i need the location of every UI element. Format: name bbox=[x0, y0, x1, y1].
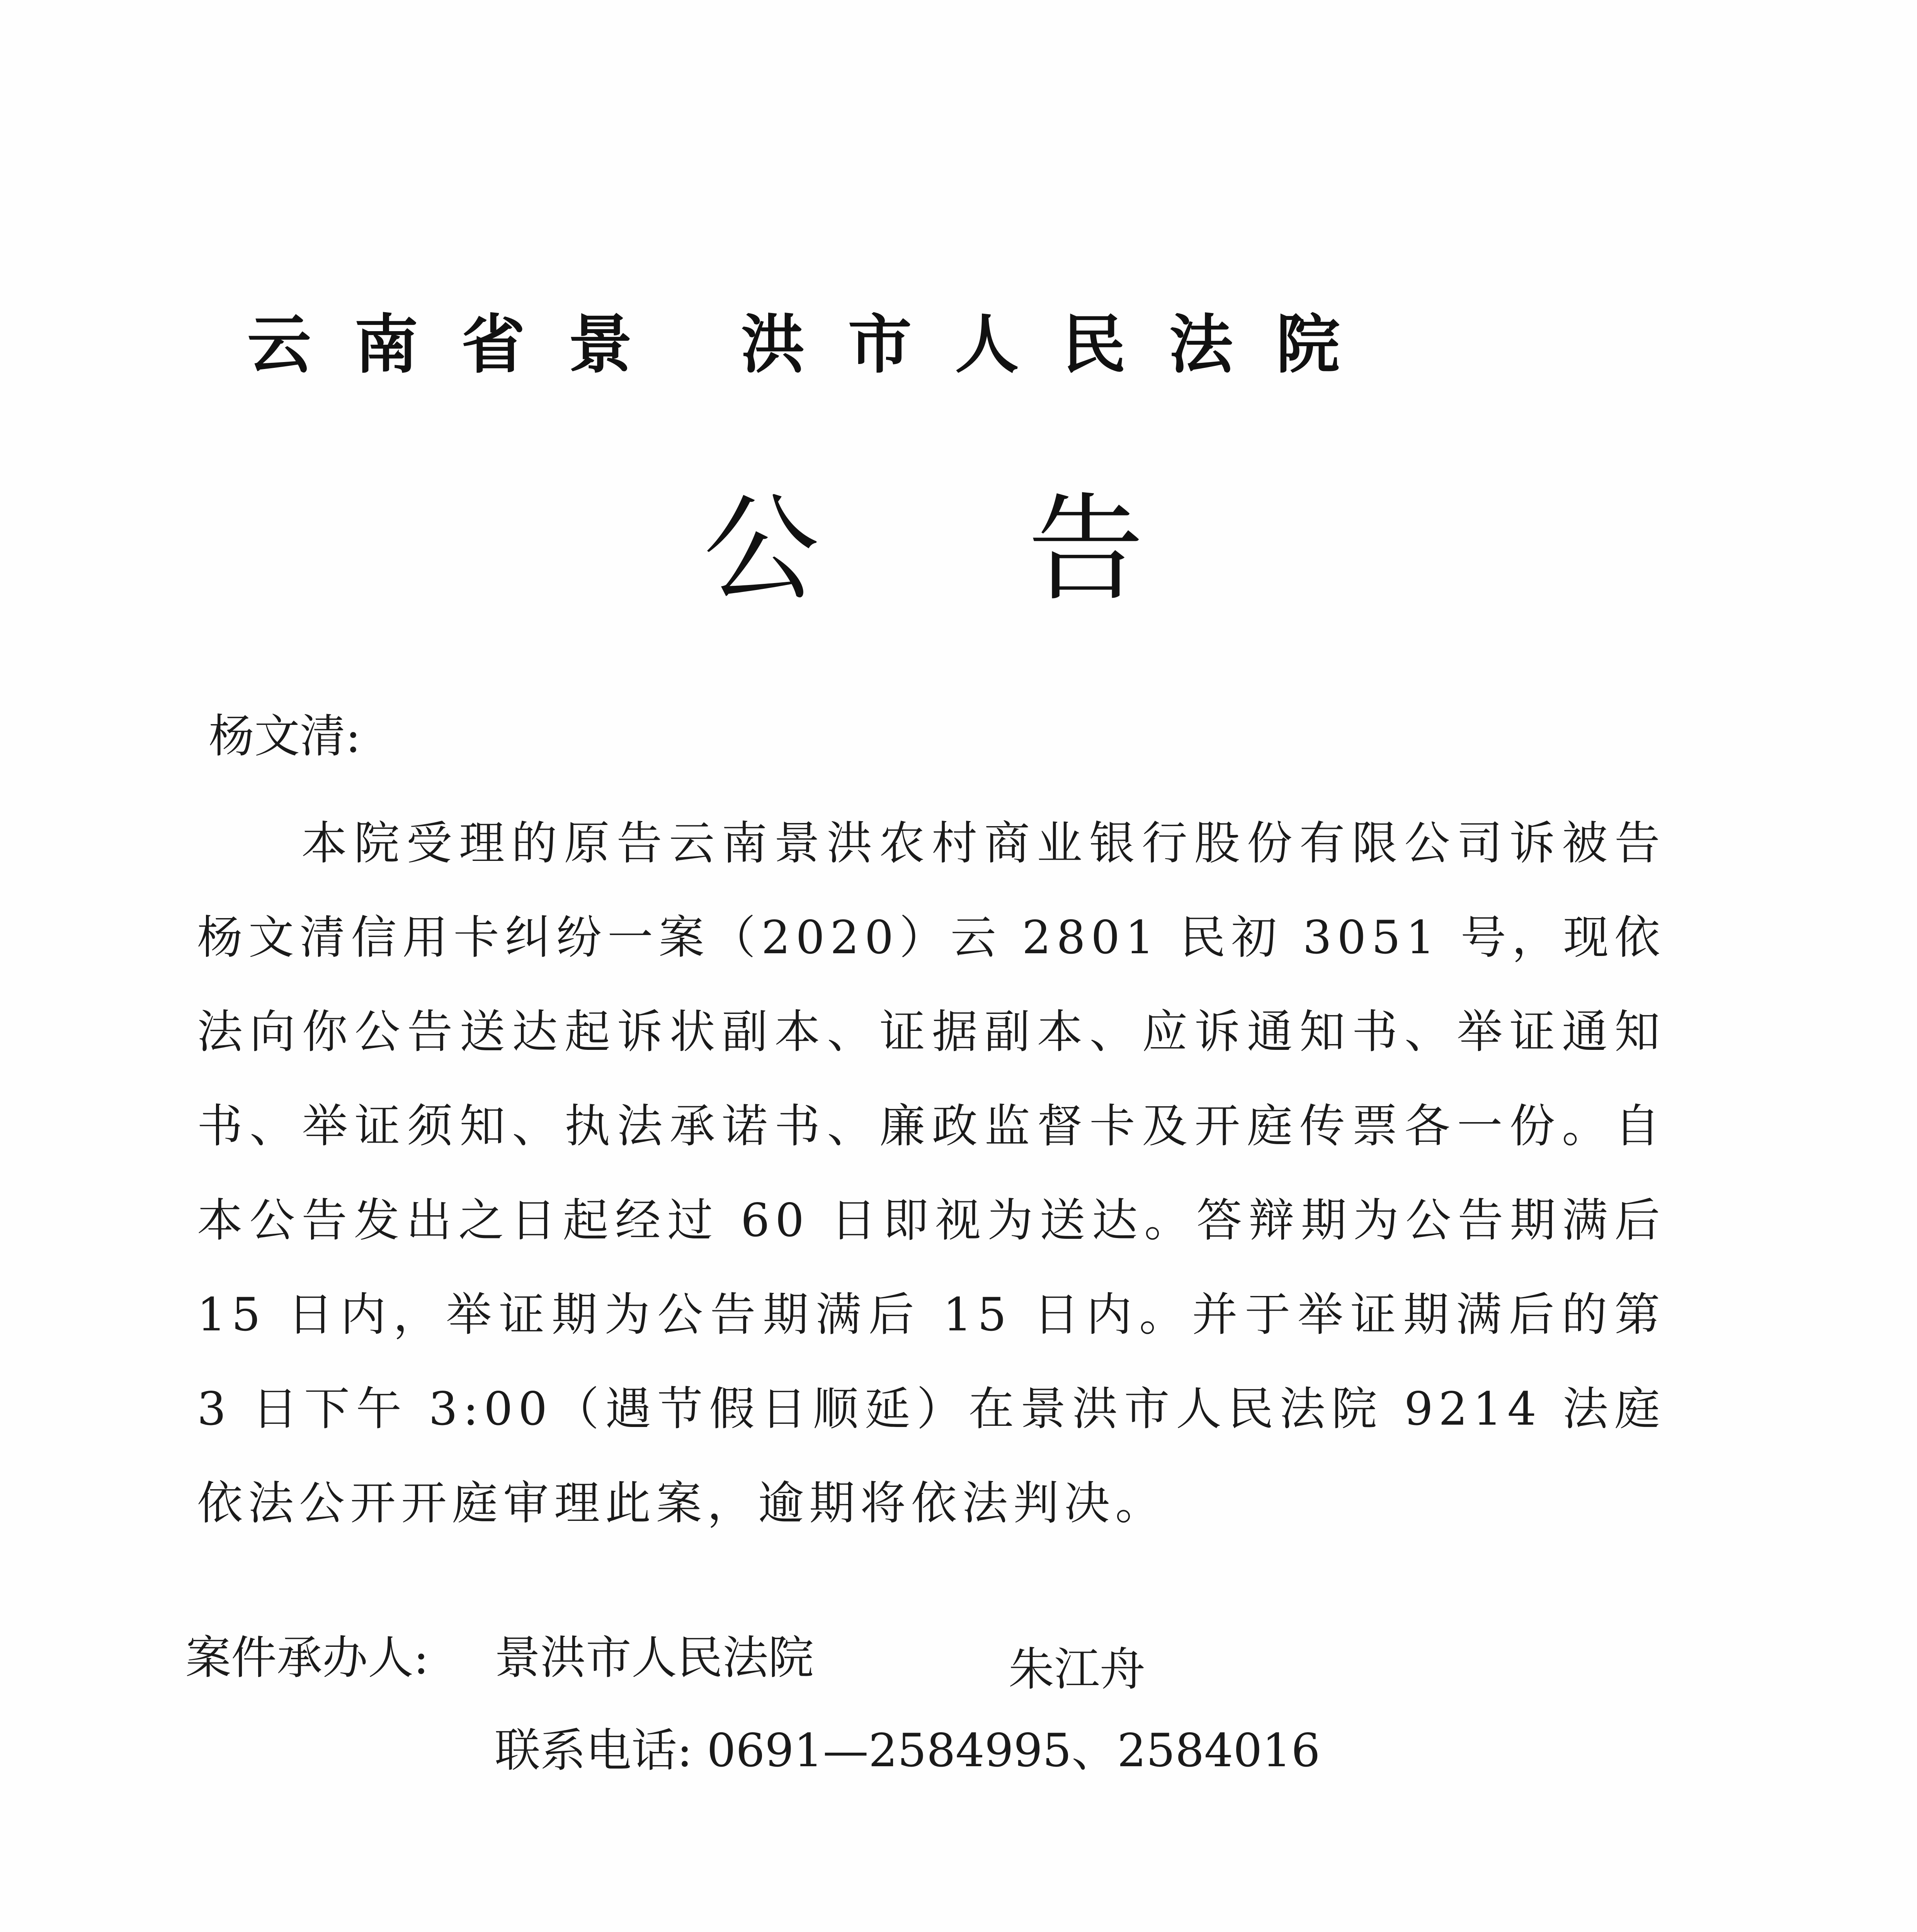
contact-phone: 联系电话: 0691—2584995、2584016 bbox=[495, 1724, 1320, 1777]
document-title: 公告 bbox=[703, 482, 1352, 617]
handler-person: 朱江舟 bbox=[1009, 1643, 1146, 1696]
notice-body: 本院受理的原告云南景洪农村商业银行股份有限公司诉被告杨文清信用卡纠纷一案（2020）云 2801 民初 3051 号，现依法向你公告送达起诉状副本、证据副本、应诉通知书、举证通知书、举证须知、执法承诺书、廉政监督卡及开庭传票各一份。自本公告发出之日起经过 60 日即视为送达。答辩期为公告期满后 15 日内，举证期为公告期满后 15 日内。并于举证期满后的第 3 日下午 3:00（遇节假日顺延）在景洪市人民法院 9214 法庭依法公开开庭审理此案，逾期将依法判决。 bbox=[197, 816, 1665, 1530]
addressee: 杨文清: bbox=[209, 709, 361, 763]
court-title: 云南省景 洪市人民法院 bbox=[247, 308, 1383, 382]
handler-label: 案件承办人: bbox=[185, 1631, 429, 1684]
handler-court: 景洪市人民法院 bbox=[495, 1631, 814, 1684]
